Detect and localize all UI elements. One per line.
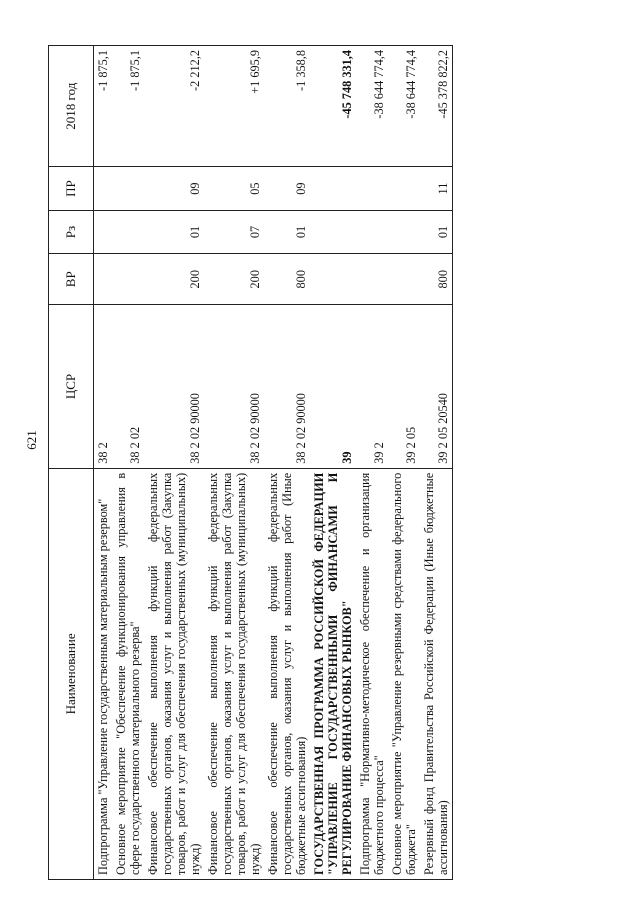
row-rz [356,210,388,253]
table-header-row [49,46,94,880]
row-csr: 39 [310,305,356,468]
row-vr: 200 [204,254,264,305]
row-csr: 39 2 05 [388,305,420,468]
row-pr: 05 [204,167,264,210]
header-vr: ВР [49,254,94,305]
row-sum: +1 695,9 [204,46,264,167]
row-sum: -1 875,1 [112,46,144,167]
header-rz: Рз [49,210,94,253]
row-sum: -38 644 774,4 [388,46,420,167]
row-pr: 09 [264,167,310,210]
row-name: Подпрограмма "Нормативно-методическое обеспечение и организация бюджетного процесса" [356,468,388,879]
budget-table-sheet [48,45,536,880]
row-rz: 01 [144,210,204,253]
row-rz [112,210,144,253]
row-pr [112,167,144,210]
row-sum: -45 378 822,2 [420,46,453,167]
row-name: Резервный фонд Правительства Российской Федерации (Иные бюджетные ассигнования) [420,468,453,879]
row-rz: 01 [264,210,310,253]
row-csr: 39 2 [356,305,388,468]
row-rz: 01 [420,210,453,253]
row-name: Подпрограмма "Управление государственным материальным резервом" [94,468,113,879]
row-pr [388,167,420,210]
row-rz [388,210,420,253]
row-sum: -1 875,1 [94,46,113,167]
row-pr [94,167,113,210]
table-row [264,46,310,880]
row-csr: 38 2 02 90000 [264,305,310,468]
budget-table [48,45,453,880]
row-vr [356,254,388,305]
table-row [310,46,356,880]
row-vr [388,254,420,305]
row-rz: 07 [204,210,264,253]
row-vr [112,254,144,305]
row-pr [310,167,356,210]
row-rz [310,210,356,253]
table-row [204,46,264,880]
header-csr: ЦСР [49,305,94,468]
row-csr: 38 2 [94,305,113,468]
row-sum: -45 748 331,4 [310,46,356,167]
row-vr [310,254,356,305]
table-row [144,46,204,880]
row-pr [356,167,388,210]
row-name: Финансовое обеспечение выполнения функций федеральных государственных органов, оказания услуг и выполнения работ (Иные бюджетные ассигнования) [264,468,310,879]
table-row [420,46,453,880]
row-sum: -2 212,2 [144,46,204,167]
row-name: ГОСУДАРСТВЕННАЯ ПРОГРАММА РОССИЙСКОЙ ФЕДЕРАЦИИ "УПРАВЛЕНИЕ ГОСУДАРСТВЕННЫМИ ФИНАНСАМИ И РЕГУЛИРОВАНИЕ ФИНАНСОВЫХ РЫНКОВ" [310,468,356,879]
row-csr: 38 2 02 [112,305,144,468]
page-number: 621 [23,430,39,450]
table-row [356,46,388,880]
row-csr: 38 2 02 90000 [204,305,264,468]
row-vr: 200 [144,254,204,305]
row-sum: -38 644 774,4 [356,46,388,167]
row-csr: 39 2 05 20540 [420,305,453,468]
row-pr: 09 [144,167,204,210]
header-pr: ПР [49,167,94,210]
row-sum: -1 358,8 [264,46,310,167]
header-year: 2018 год [49,46,94,167]
row-name: Основное мероприятие "Управление резервными средствами федерального бюджета" [388,468,420,879]
row-rz [94,210,113,253]
row-vr: 800 [264,254,310,305]
row-vr [94,254,113,305]
row-name: Основное мероприятие "Обеспечение функционирования управления в сфере государственного материального резерва" [112,468,144,879]
row-name: Финансовое обеспечение выполнения функций федеральных государственных органов, оказания услуг и выполнения работ (Закупка товаров, работ и услуг для обеспечения государственных (муниципальных) нужд) [204,468,264,879]
row-csr: 38 2 02 90000 [144,305,204,468]
header-name: Наименование [49,468,94,879]
table-row [388,46,420,880]
row-pr: 11 [420,167,453,210]
table-row [112,46,144,880]
row-name: Финансовое обеспечение выполнения функций федеральных государственных органов, оказания услуг и выполнения работ (Закупка товаров, работ и услуг для обеспечения государственных (муниципальных) нужд) [144,468,204,879]
row-vr: 800 [420,254,453,305]
table-row [94,46,113,880]
